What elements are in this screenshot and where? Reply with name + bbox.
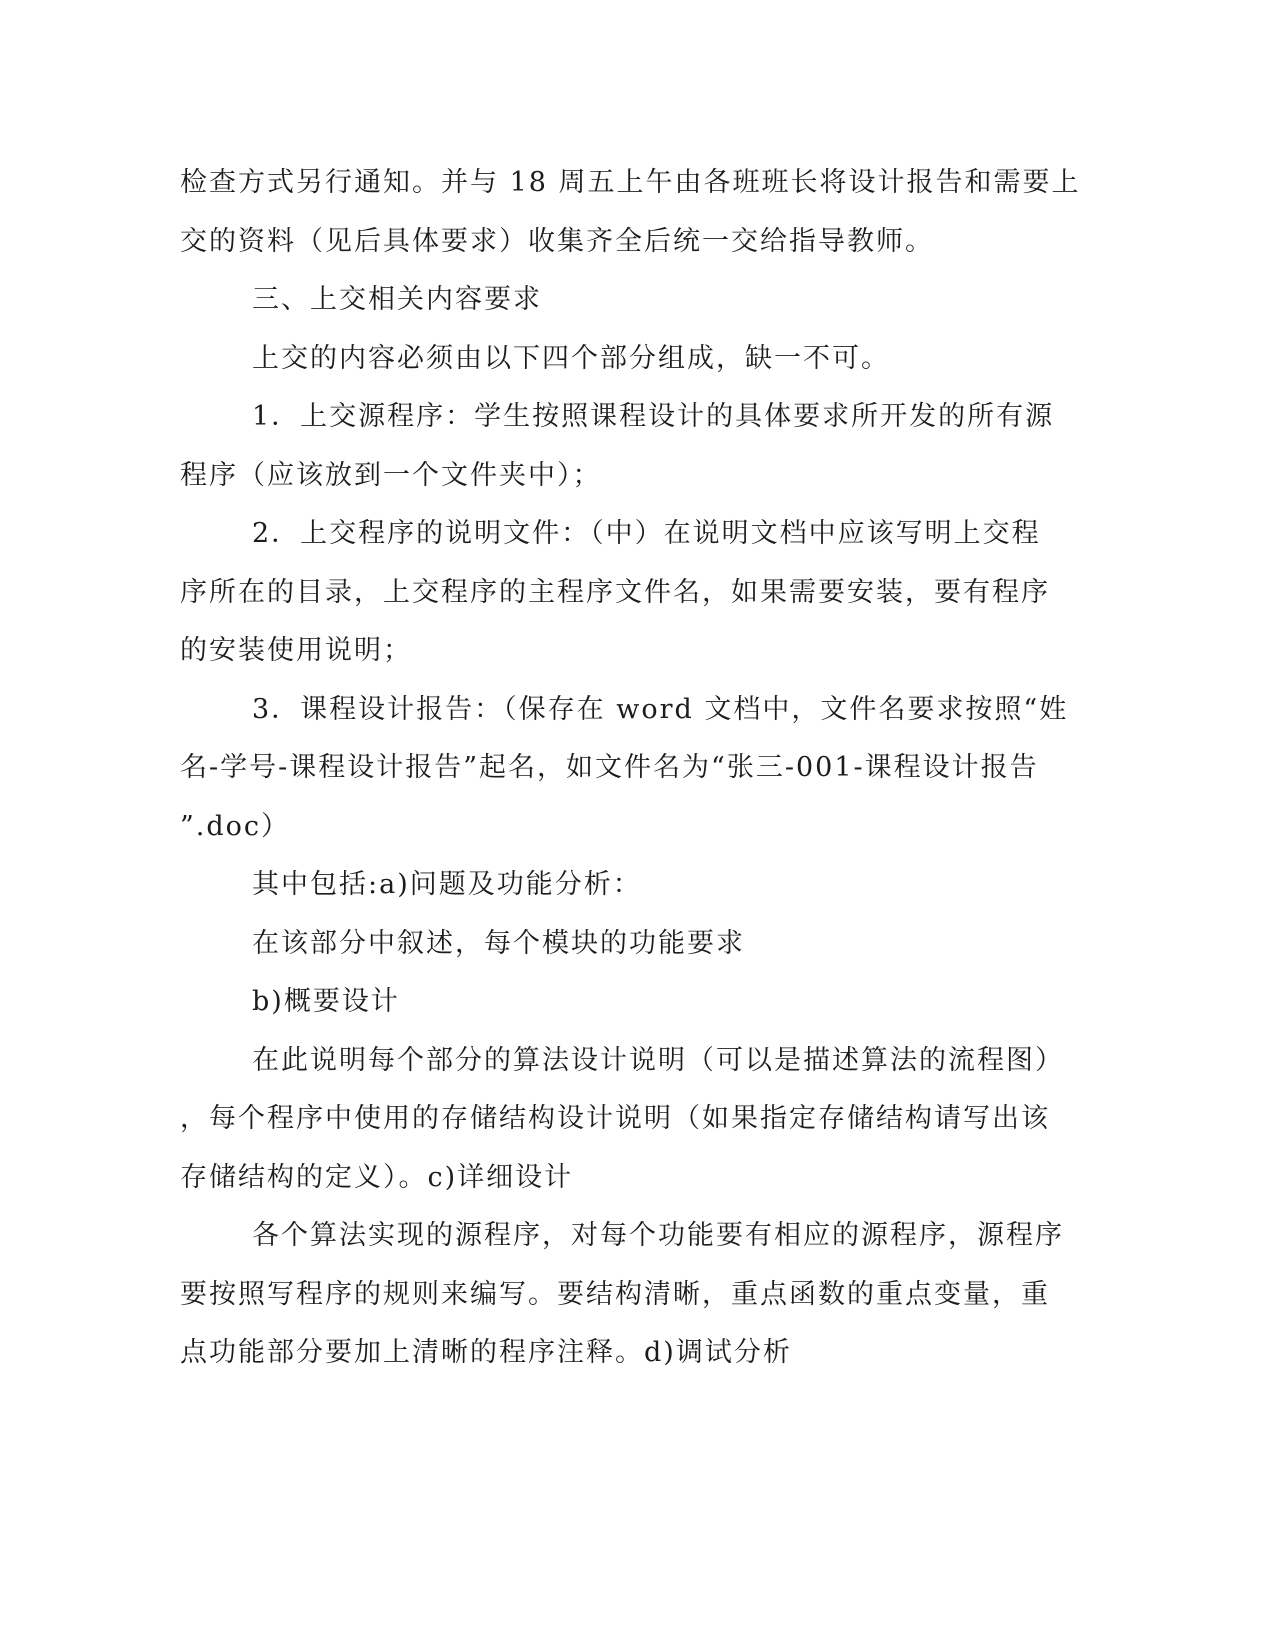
subsection-b-body-line-3: 存储结构的定义）。c)详细设计 bbox=[180, 1162, 574, 1193]
list-item-3-line-3: ”.doc） bbox=[180, 811, 291, 842]
subsection-a-body: 在该部分中叙述，每个模块的功能要求 bbox=[252, 928, 745, 959]
paragraph-line-1: 检查方式另行通知。并与 18 周五上午由各班班长将设计报告和需要上 bbox=[180, 167, 1081, 198]
subsection-b-body-line-1: 在此说明每个部分的算法设计说明（可以是描述算法的流程图） bbox=[252, 1045, 1064, 1076]
list-item-2-line-3: 的安装使用说明； bbox=[180, 635, 412, 666]
list-item-2-line-1: 2．上交程序的说明文件：（中）在说明文档中应该写明上交程 bbox=[252, 518, 1041, 549]
subsection-c-body-line-3: 点功能部分要加上清晰的程序注释。d)调试分析 bbox=[180, 1337, 792, 1368]
list-item-3-line-2: 名-学号-课程设计报告”起名，如文件名为“张三-001-课程设计报告 bbox=[180, 752, 1039, 783]
subsection-c-body-line-2: 要按照写程序的规则来编写。要结构清晰，重点函数的重点变量，重 bbox=[180, 1279, 1050, 1310]
subsection-c-body-line-1: 各个算法实现的源程序，对每个功能要有相应的源程序，源程序 bbox=[252, 1220, 1064, 1251]
paragraph-line-2: 交的资料（见后具体要求）收集齐全后统一交给指导教师。 bbox=[180, 226, 934, 257]
list-item-3-line-1: 3．课程设计报告：（保存在 word 文档中，文件名要求按照“姓 bbox=[252, 694, 1069, 725]
section-heading: 三、上交相关内容要求 bbox=[252, 284, 542, 315]
subsection-b-body-line-2: ，每个程序中使用的存储结构设计说明（如果指定存储结构请写出该 bbox=[180, 1103, 1050, 1134]
subsection-b-heading: b)概要设计 bbox=[252, 986, 400, 1017]
subsection-a-heading: 其中包括:a)问题及功能分析： bbox=[252, 869, 642, 900]
list-item-1-line-1: 1．上交源程序：学生按照课程设计的具体要求所开发的所有源 bbox=[252, 401, 1055, 432]
paragraph-line-4: 上交的内容必须由以下四个部分组成，缺一不可。 bbox=[252, 343, 890, 374]
list-item-1-line-2: 程序（应该放到一个文件夹中）； bbox=[180, 460, 602, 491]
list-item-2-line-2: 序所在的目录，上交程序的主程序文件名，如果需要安装，要有程序 bbox=[180, 577, 1050, 608]
